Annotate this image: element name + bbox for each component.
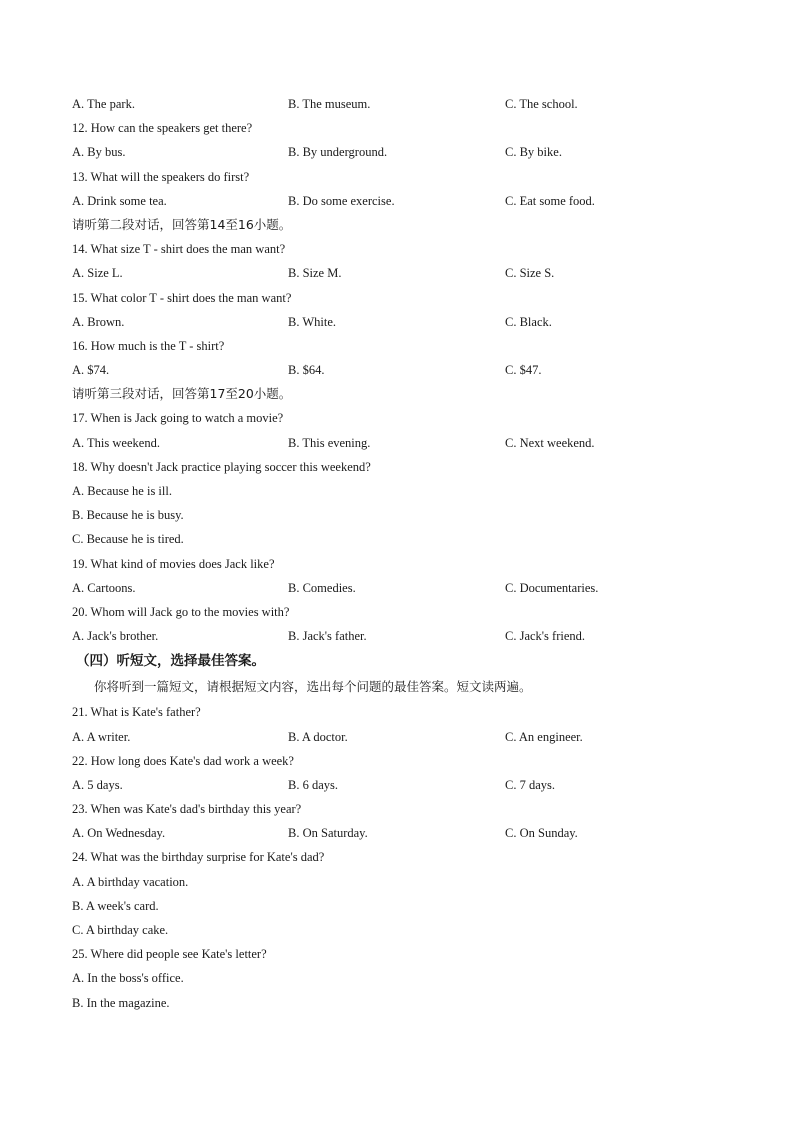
question-line: 23. When was Kate's dad's birthday this year? bbox=[72, 802, 302, 817]
question-line: 20. Whom will Jack go to the movies with? bbox=[72, 604, 290, 619]
answer-options-row bbox=[72, 358, 732, 382]
option-a: A. $74. bbox=[72, 363, 110, 378]
option-b: B. $64. bbox=[288, 363, 325, 378]
question-line: 25. Where did people see Kate's letter? bbox=[72, 947, 267, 962]
option-b: B. On Saturday. bbox=[288, 826, 368, 841]
option-a: A. By bus. bbox=[72, 145, 126, 160]
question-line: A. A birthday vacation. bbox=[72, 874, 189, 889]
option-b: B. Do some exercise. bbox=[288, 193, 395, 208]
option-c: C. Jack's friend. bbox=[505, 629, 586, 644]
option-a: A. A writer. bbox=[72, 729, 131, 744]
section-heading: （四）听短文，选择最佳答案。 bbox=[76, 653, 265, 670]
answer-options-row bbox=[72, 624, 732, 648]
listening-instruction: 请听第三段对话，回答第17至20小题。 bbox=[72, 386, 292, 402]
question-line: 21. What is Kate's father? bbox=[72, 705, 201, 720]
option-c: C. An engineer. bbox=[505, 729, 583, 744]
option-c: C. Size S. bbox=[505, 266, 555, 281]
question-line: 19. What kind of movies does Jack like? bbox=[72, 556, 275, 571]
option-c: C. $47. bbox=[505, 363, 542, 378]
question-line: 14. What size T - shirt does the man want? bbox=[72, 242, 286, 257]
option-b: B. Size M. bbox=[288, 266, 342, 281]
option-a: A. Drink some tea. bbox=[72, 193, 167, 208]
question-line: 18. Why doesn't Jack practice playing soccer this weekend? bbox=[72, 459, 371, 474]
question-line: B. A week's card. bbox=[72, 898, 159, 913]
option-a: A. The park. bbox=[72, 97, 135, 111]
option-a: A. Jack's brother. bbox=[72, 629, 159, 644]
section-instructions: 你将听到一篇短文，请根据短文内容，选出每个问题的最佳答案。短文读两遍。 bbox=[94, 679, 532, 695]
question-line: 15. What color T - shirt does the man want? bbox=[72, 290, 292, 305]
option-b: B. By underground. bbox=[288, 145, 388, 160]
question-line: 16. How much is the T - shirt? bbox=[72, 338, 225, 353]
option-a: A. Size L. bbox=[72, 266, 123, 281]
answer-options-row bbox=[72, 821, 732, 845]
answer-options-row bbox=[72, 310, 732, 334]
option-a: A. This weekend. bbox=[72, 435, 160, 450]
option-b: B. A doctor. bbox=[288, 729, 348, 744]
answer-options-row bbox=[72, 431, 732, 455]
answer-options-row bbox=[72, 261, 732, 285]
option-b: B. This evening. bbox=[288, 435, 371, 450]
option-c: C. By bike. bbox=[505, 145, 562, 160]
option-c: C. Documentaries. bbox=[505, 580, 599, 595]
question-line: 12. How can the speakers get there? bbox=[72, 121, 253, 136]
question-line: C. A birthday cake. bbox=[72, 923, 169, 937]
question-line: 22. How long does Kate's dad work a week? bbox=[72, 753, 294, 768]
answer-options-row bbox=[72, 92, 732, 116]
option-b: B. White. bbox=[288, 314, 337, 329]
option-c: C. Eat some food. bbox=[505, 193, 595, 208]
answer-options-row bbox=[72, 140, 732, 164]
option-a: A. Brown. bbox=[72, 314, 125, 329]
question-line: B. In the magazine. bbox=[72, 995, 170, 1010]
listening-instruction: 请听第二段对话，回答第14至16小题。 bbox=[72, 216, 292, 232]
option-c: C. Black. bbox=[505, 314, 552, 329]
option-a: A. On Wednesday. bbox=[72, 826, 166, 841]
option-c: C. 7 days. bbox=[505, 777, 555, 792]
question-line: A. Because he is ill. bbox=[72, 484, 172, 498]
option-c: C. Next weekend. bbox=[505, 435, 595, 450]
question-line: A. In the boss's office. bbox=[72, 971, 184, 986]
option-b: B. Comedies. bbox=[288, 580, 356, 595]
question-line: B. Because he is busy. bbox=[72, 508, 184, 523]
option-a: A. 5 days. bbox=[72, 777, 123, 792]
exam-page bbox=[72, 92, 732, 1015]
question-line: 24. What was the birthday surprise for Kate's dad? bbox=[72, 850, 325, 865]
question-line: 13. What will the speakers do first? bbox=[72, 169, 250, 184]
option-b: B. The museum. bbox=[288, 97, 371, 111]
option-c: C. On Sunday. bbox=[505, 826, 578, 841]
question-line: C. Because he is tired. bbox=[72, 532, 184, 547]
question-line: 17. When is Jack going to watch a movie? bbox=[72, 411, 284, 426]
answer-options-row bbox=[72, 725, 732, 749]
answer-options-row bbox=[72, 189, 732, 213]
option-c: C. The school. bbox=[505, 97, 578, 111]
option-a: A. Cartoons. bbox=[72, 580, 136, 595]
answer-options-row bbox=[72, 773, 732, 797]
option-b: B. Jack's father. bbox=[288, 629, 367, 644]
answer-options-row bbox=[72, 576, 732, 600]
option-b: B. 6 days. bbox=[288, 777, 338, 792]
